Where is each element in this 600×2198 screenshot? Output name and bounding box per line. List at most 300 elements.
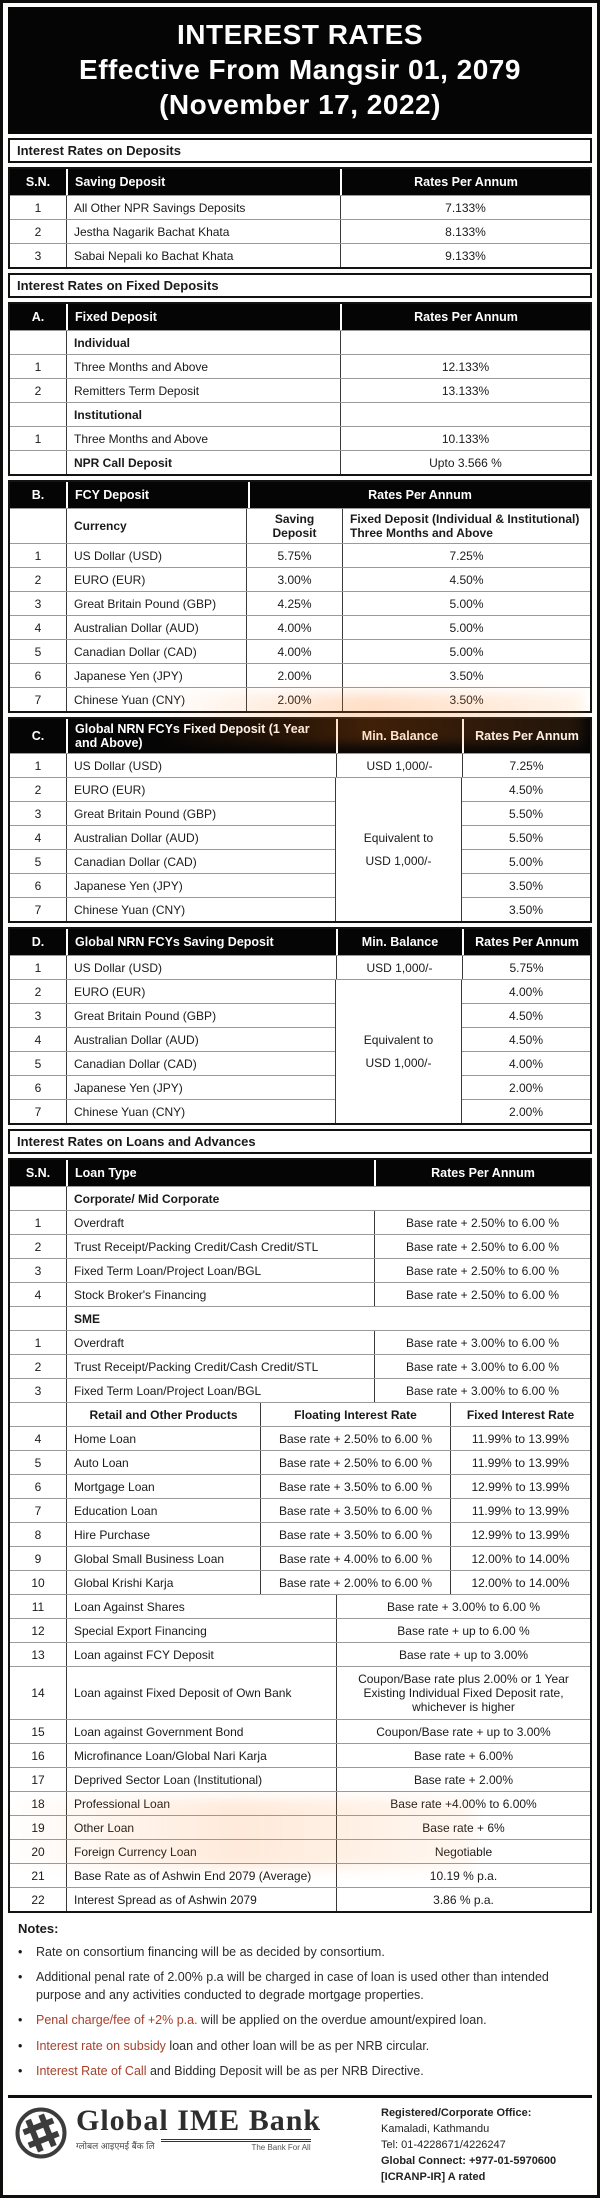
sub-header-row: [10, 508, 590, 543]
rate-cell: 9.133%: [340, 244, 590, 267]
table-row: [10, 1210, 590, 1234]
col-fixed-deposit: Fixed Deposit (Individual & Institutional) Three Months and Above: [342, 509, 590, 543]
name-cell: Chinese Yuan (CNY): [66, 1100, 335, 1123]
col-rate: Rates Per Annum: [340, 169, 590, 195]
effective-date-ad: (November 17, 2022): [159, 89, 441, 120]
col-sn: B.: [31, 488, 45, 502]
name-column: [10, 980, 335, 1123]
saving-rate-cell: 4.25%: [246, 592, 342, 615]
name-cell: Global Krishi Karja: [66, 1571, 260, 1594]
rate-cell: Base rate + 3.00% to 6.00 %: [374, 1355, 590, 1378]
table-row: [10, 219, 590, 243]
col-rate: Rates Per Annum: [248, 482, 590, 508]
table-row: [10, 1546, 590, 1570]
rate-cell: 4.00%: [508, 984, 544, 999]
sn-cell: 16: [31, 1748, 45, 1763]
group-label: Institutional: [66, 403, 340, 426]
fixed-deposit-table-a: [8, 302, 592, 476]
bullet-icon: •: [18, 2063, 23, 2078]
name-cell: Great Britain Pound (GBP): [66, 802, 335, 825]
rate-cell: Upto 3.566 %: [340, 451, 590, 474]
balance-cell: USD 1,000/-: [336, 754, 462, 777]
bank-name-nepali: ग्लोबल आइएमई बैंक लि: [76, 2140, 155, 2151]
col-sn: A.: [31, 310, 45, 324]
name-cell: Sabai Nepali ko Bachat Khata: [66, 244, 340, 267]
page-title: INTEREST RATES: [176, 19, 424, 50]
note-item: [18, 1968, 582, 2004]
name-cell: Trust Receipt/Packing Credit/Cash Credit/STL: [66, 1235, 374, 1258]
note-item: [18, 2037, 582, 2055]
fixed-rate-cell: 5.00%: [342, 592, 590, 615]
bullet-icon: •: [18, 2038, 23, 2053]
table-header: [10, 304, 590, 330]
note-highlight: Interest rate on subsidy: [36, 2038, 166, 2053]
sn-cell: 4: [34, 830, 42, 845]
tagline-wrap: [161, 2139, 321, 2152]
sn-cell: [10, 1403, 66, 1426]
sn-cell: [10, 331, 66, 354]
rate-cell: 13.133%: [340, 379, 590, 402]
table-row: [10, 591, 590, 615]
sn-cell: 4: [34, 1032, 42, 1047]
col-fixed-rate: Fixed Interest Rate: [450, 1403, 590, 1426]
sn-cell: 6: [34, 1080, 42, 1095]
bank-branding: [14, 2103, 322, 2186]
saving-rate-cell: 4.00%: [246, 640, 342, 663]
table-row: [10, 195, 590, 219]
rate-cell: Base rate + 2.50% to 6.00 %: [374, 1235, 590, 1258]
sn-cell: 4: [34, 620, 42, 635]
rate-cell: 12.133%: [340, 355, 590, 378]
rate-cell: 4.50%: [508, 782, 544, 797]
table-row: [10, 426, 590, 450]
name-cell: Deprived Sector Loan (Institutional): [66, 1768, 336, 1791]
sn-cell: 1: [34, 1335, 42, 1350]
saving-deposit-table: [8, 167, 592, 269]
rate-cell: Base rate + 2.50% to 6.00 %: [374, 1211, 590, 1234]
table-row: [10, 1618, 590, 1642]
floating-rate-cell: Base rate + 2.00% to 6.00 %: [260, 1571, 450, 1594]
sn-cell: 12: [31, 1623, 45, 1638]
name-cell: Education Loan: [66, 1499, 260, 1522]
sn-cell: 7: [34, 692, 42, 707]
sn-cell: 4: [34, 1287, 42, 1302]
col-sn: S.N.: [25, 1166, 51, 1180]
sn-cell: 6: [34, 1479, 42, 1494]
name-cell: NPR Call Deposit: [66, 451, 340, 474]
sn-cell: 2: [34, 383, 42, 398]
name-cell: Hire Purchase: [66, 1523, 260, 1546]
table-row: [10, 615, 590, 639]
sn-cell: 3: [34, 806, 42, 821]
sn-cell: 2: [34, 1239, 42, 1254]
rate-cell: Base rate + 3.00% to 6.00 %: [374, 1379, 590, 1402]
note-item: [18, 2062, 582, 2080]
rate-cell: 2.00%: [462, 1099, 590, 1123]
sn-cell: 20: [31, 1844, 45, 1859]
col-saving-deposit: Saving Deposit: [246, 509, 342, 543]
fixed-rate-cell: 5.00%: [342, 616, 590, 639]
note-text: loan and other loan will be as per NRB circular.: [165, 2038, 430, 2053]
notes-title: Notes:: [18, 1921, 59, 1936]
sn-cell: 1: [34, 758, 42, 773]
name-cell: Special Export Financing: [66, 1619, 336, 1642]
floating-rate-cell: Base rate + 3.50% to 6.00 %: [260, 1499, 450, 1522]
table-row: [10, 1450, 590, 1474]
table-row: [10, 687, 590, 711]
notes-section: [8, 1915, 592, 2091]
table-row: [10, 1426, 590, 1450]
office-contact: [381, 2106, 586, 2186]
table-row: [10, 1791, 590, 1815]
name-cell: All Other NPR Savings Deposits: [66, 196, 340, 219]
sn-cell: 1: [34, 548, 42, 563]
balance-cell: USD 1,000/-: [336, 956, 462, 979]
floating-rate-cell: Base rate + 4.00% to 6.00 %: [260, 1547, 450, 1570]
table-header: [10, 929, 590, 955]
name-cell: Trust Receipt/Packing Credit/Cash Credit/STL: [66, 1355, 374, 1378]
sn-cell: 2: [34, 224, 42, 239]
fixed-rate-cell: 12.99% to 13.99%: [450, 1523, 590, 1546]
nrn-fixed-deposit-table-c: [8, 717, 592, 923]
rate-cell: 7.133%: [340, 196, 590, 219]
col-name: Loan Type: [66, 1160, 374, 1186]
fixed-rate-cell: 3.50%: [342, 664, 590, 687]
name-cell: Australian Dollar (AUD): [66, 616, 246, 639]
col-currency: Currency: [66, 509, 246, 543]
balance-line1: Equivalent to: [363, 1032, 434, 1047]
name-cell: Other Loan: [66, 1816, 336, 1839]
table-row: [10, 1863, 590, 1887]
name-cell: Loan against Government Bond: [66, 1720, 336, 1743]
name-cell: US Dollar (USD): [66, 956, 336, 979]
rate-cell: Base rate + up to 6.00 %: [336, 1619, 590, 1642]
table-row: [10, 567, 590, 591]
merged-balance-cell: [335, 778, 461, 921]
balance-line1: Equivalent to: [363, 830, 434, 845]
sn-cell: 7: [34, 902, 42, 917]
rate-cell: 3.50%: [462, 873, 590, 897]
table-row: [10, 1258, 590, 1282]
rate-cell: 5.75%: [462, 956, 590, 979]
bullet-icon: •: [18, 2013, 23, 2028]
sn-cell: [10, 509, 66, 543]
col-name: Global NRN FCYs Saving Deposit: [66, 929, 336, 955]
sn-cell: 6: [34, 668, 42, 683]
rate-cell: Base rate + 2.50% to 6.00 %: [374, 1283, 590, 1306]
note-item: [18, 2011, 582, 2029]
name-cell: Loan against FCY Deposit: [66, 1643, 336, 1666]
col-min-balance: Min. Balance: [336, 719, 462, 753]
sn-cell: 8: [34, 1527, 42, 1542]
sn-cell: 2: [34, 782, 42, 797]
saving-rate-cell: 4.00%: [246, 616, 342, 639]
rate-cell: [340, 331, 590, 354]
table-row: [10, 1767, 590, 1791]
section-deposits: Interest Rates on Deposits: [8, 138, 592, 163]
underline-rule: [161, 2139, 311, 2142]
sn-cell: 7: [34, 1503, 42, 1518]
fixed-rate-cell: 5.00%: [342, 640, 590, 663]
sn-cell: 11: [31, 1599, 45, 1614]
rate-cell: Base rate + up to 3.00%: [336, 1643, 590, 1666]
table-row: [10, 639, 590, 663]
rate-cell: Base rate + 3.00% to 6.00 %: [336, 1595, 590, 1618]
name-cell: EURO (EUR): [66, 568, 246, 591]
rate-cell: Base rate + 3.00% to 6.00 %: [374, 1331, 590, 1354]
name-cell: Microfinance Loan/Global Nari Karja: [66, 1744, 336, 1767]
fixed-rate-cell: 11.99% to 13.99%: [450, 1499, 590, 1522]
rate-cell: [340, 403, 590, 426]
rate-cell: 3.50%: [462, 897, 590, 921]
col-floating-rate: Floating Interest Rate: [260, 1403, 450, 1426]
col-rate: Rates Per Annum: [462, 929, 590, 955]
sn-cell: [10, 451, 66, 474]
col-min-balance: Min. Balance: [336, 929, 462, 955]
rate-cell: 10.19 % p.a.: [336, 1864, 590, 1887]
name-cell: US Dollar (USD): [66, 544, 246, 567]
table-row: [10, 1522, 590, 1546]
sn-cell: 1: [34, 431, 42, 446]
office-label: Registered/Corporate Office:: [381, 2106, 532, 2119]
table-row: [10, 243, 590, 267]
name-cell: Japanese Yen (JPY): [66, 1076, 335, 1099]
note-text: Additional penal rate of 2.00% p.a will be charged in case of loan is used other than intended purpose and any activities conducted to degrade mortgage properties.: [36, 1970, 549, 2003]
note-item: [18, 1943, 582, 1961]
name-cell: Great Britain Pound (GBP): [66, 592, 246, 615]
floating-rate-cell: Base rate + 2.50% to 6.00 %: [260, 1427, 450, 1450]
name-cell: Mortgage Loan: [66, 1475, 260, 1498]
fixed-rate-cell: 12.00% to 14.00%: [450, 1547, 590, 1570]
table-row: [10, 354, 590, 378]
floating-rate-cell: Base rate + 2.50% to 6.00 %: [260, 1451, 450, 1474]
sn-cell: 1: [34, 960, 42, 975]
section-fixed-deposits: Interest Rates on Fixed Deposits: [8, 273, 592, 298]
name-cell: Australian Dollar (AUD): [66, 826, 335, 849]
sn-cell: 22: [31, 1892, 45, 1907]
name-cell: Loan Against Shares: [66, 1595, 336, 1618]
sn-cell: 4: [34, 1431, 42, 1446]
name-cell: Professional Loan: [66, 1792, 336, 1815]
sn-cell: 1: [34, 1215, 42, 1230]
fixed-rate-cell: 12.99% to 13.99%: [450, 1475, 590, 1498]
merged-balance-block: [10, 777, 590, 921]
note-text: and Bidding Deposit will be as per NRB Directive.: [146, 2063, 424, 2078]
rate-cell: Base rate + 2.50% to 6.00 %: [374, 1259, 590, 1282]
sn-cell: 2: [34, 984, 42, 999]
group-label: SME: [66, 1307, 590, 1330]
sn-cell: 21: [31, 1868, 45, 1883]
rate-cell: Coupon/Base rate plus 2.00% or 1 Year Existing Individual Fixed Deposit rate, whichever is higher: [336, 1667, 590, 1719]
rate-cell: Base rate +4.00% to 6.00%: [336, 1792, 590, 1815]
name-cell: Base Rate as of Ashwin End 2079 (Average): [66, 1864, 336, 1887]
col-name: Saving Deposit: [66, 169, 340, 195]
fixed-rate-cell: 12.00% to 14.00%: [450, 1571, 590, 1594]
sn-cell: [10, 1187, 66, 1210]
table-row: [10, 1815, 590, 1839]
effective-date-bs: Effective From Mangsir 01, 2079: [79, 54, 521, 85]
rate-cell: 8.133%: [340, 220, 590, 243]
section-loans: Interest Rates on Loans and Advances: [8, 1129, 592, 1154]
rate-cell: 7.25%: [462, 754, 590, 777]
sn-cell: 19: [31, 1820, 45, 1835]
sn-cell: [10, 403, 66, 426]
sn-cell: 18: [31, 1796, 45, 1811]
name-cell: EURO (EUR): [66, 980, 335, 1003]
name-cell: Foreign Currency Loan: [66, 1840, 336, 1863]
floating-rate-cell: Base rate + 3.50% to 6.00 %: [260, 1475, 450, 1498]
table-row: [10, 1282, 590, 1306]
table-row: [10, 1354, 590, 1378]
title-banner: [8, 7, 592, 134]
name-cell: Canadian Dollar (CAD): [66, 1052, 335, 1075]
name-cell: Global Small Business Loan: [66, 1547, 260, 1570]
sn-cell: 3: [34, 248, 42, 263]
note-text: will be applied on the overdue amount/expired loan.: [197, 2013, 487, 2028]
table-header: [10, 169, 590, 195]
name-cell: Auto Loan: [66, 1451, 260, 1474]
note-highlight: Interest Rate of Call: [36, 2063, 147, 2078]
sn-cell: 5: [34, 1455, 42, 1470]
name-cell: Australian Dollar (AUD): [66, 1028, 335, 1051]
table-header: [10, 719, 590, 753]
col-name: FCY Deposit: [66, 482, 248, 508]
sn-cell: 1: [34, 359, 42, 374]
rate-cell: 5.50%: [462, 825, 590, 849]
balance-line2: USD 1,000/-: [365, 1055, 432, 1070]
col-sn: C.: [31, 729, 45, 743]
saving-rate-cell: 2.00%: [246, 664, 342, 687]
credit-rating: [ICRANP-IR] A rated: [381, 2170, 486, 2183]
table-row: [10, 1474, 590, 1498]
rate-cell: 5.50%: [462, 801, 590, 825]
table-row: [10, 1570, 590, 1594]
rate-cell: Base rate + 6.00%: [336, 1744, 590, 1767]
merged-balance-block: [10, 979, 590, 1123]
name-cell: Chinese Yuan (CNY): [66, 898, 335, 921]
rate-cell: Negotiable: [336, 1840, 590, 1863]
name-cell: Overdraft: [66, 1211, 374, 1234]
name-cell: Interest Spread as of Ashwin 2079: [66, 1888, 336, 1911]
table-header: [10, 1160, 590, 1186]
table-row: [10, 955, 590, 979]
rate-cell: 2.00%: [462, 1075, 590, 1099]
sn-cell: 3: [34, 596, 42, 611]
table-row: [10, 1594, 590, 1618]
table-row: [10, 1330, 590, 1354]
table-row: [10, 1642, 590, 1666]
retail-header-row: [10, 1402, 590, 1426]
fixed-rate-cell: 3.50%: [342, 688, 590, 711]
loans-table: [8, 1158, 592, 1913]
sn-cell: 3: [34, 1263, 42, 1278]
sn-cell: 5: [34, 854, 42, 869]
col-retail: Retail and Other Products: [66, 1403, 260, 1426]
name-cell: Three Months and Above: [66, 427, 340, 450]
rate-column: [461, 980, 590, 1123]
saving-rate-cell: 5.75%: [246, 544, 342, 567]
name-cell: Stock Broker's Financing: [66, 1283, 374, 1306]
table-header: [10, 482, 590, 508]
fixed-rate-cell: 4.50%: [342, 568, 590, 591]
col-rate: Rates Per Annum: [462, 719, 590, 753]
sn-cell: 6: [34, 878, 42, 893]
table-row: [10, 1378, 590, 1402]
table-row: [10, 1666, 590, 1719]
note-text: Rate on consortium financing will be as decided by consortium.: [36, 1945, 385, 1959]
table-row: [10, 1719, 590, 1743]
rate-cell: 3.86 % p.a.: [336, 1888, 590, 1911]
merged-balance-cell: [335, 980, 461, 1123]
rate-cell: 4.50%: [462, 1003, 590, 1027]
name-cell: EURO (EUR): [66, 778, 335, 801]
fcy-deposit-table-b: [8, 480, 592, 713]
nrn-saving-deposit-table-d: [8, 927, 592, 1125]
rate-cell: Base rate + 2.00%: [336, 1768, 590, 1791]
sn-cell: 10: [31, 1575, 45, 1590]
sn-cell: 3: [34, 1008, 42, 1023]
bank-name: Global IME Bank: [76, 2103, 322, 2137]
rate-cell: 10.133%: [340, 427, 590, 450]
table-row: [10, 1234, 590, 1258]
group-row: [10, 1186, 590, 1210]
name-cell: Fixed Term Loan/Project Loan/BGL: [66, 1379, 374, 1402]
col-name: Global NRN FCYs Fixed Deposit (1 Year and Above): [66, 719, 336, 753]
name-cell: Canadian Dollar (CAD): [66, 850, 335, 873]
name-cell: Canadian Dollar (CAD): [66, 640, 246, 663]
table-row: [10, 1498, 590, 1522]
floating-rate-cell: Base rate + 3.50% to 6.00 %: [260, 1523, 450, 1546]
office-tel: Tel: 01-4228671/4226247: [381, 2138, 506, 2151]
table-row: [10, 663, 590, 687]
name-cell: Loan against Fixed Deposit of Own Bank: [66, 1667, 336, 1719]
sn-cell: 9: [34, 1551, 42, 1566]
table-row: [10, 1743, 590, 1767]
rate-cell: 4.50%: [462, 1027, 590, 1051]
col-rate: Rates Per Annum: [340, 304, 590, 330]
sn-cell: 5: [34, 1056, 42, 1071]
table-row: [10, 1887, 590, 1911]
bank-tagline: The Bank For All: [251, 2142, 311, 2152]
name-cell: Japanese Yen (JPY): [66, 874, 335, 897]
group-row: [10, 402, 590, 426]
saving-rate-cell: 3.00%: [246, 568, 342, 591]
group-label: Corporate/ Mid Corporate: [66, 1187, 590, 1210]
sn-cell: [10, 1307, 66, 1330]
name-cell: Great Britain Pound (GBP): [66, 1004, 335, 1027]
sn-cell: 15: [31, 1724, 45, 1739]
col-sn: S.N.: [25, 175, 51, 189]
name-cell: US Dollar (USD): [66, 754, 336, 777]
name-column: [10, 778, 335, 921]
name-cell: Three Months and Above: [66, 355, 340, 378]
col-sn: D.: [31, 935, 45, 949]
rate-cell: 5.00%: [462, 849, 590, 873]
sn-cell: 3: [34, 1383, 42, 1398]
group-row: [10, 330, 590, 354]
name-cell: Fixed Term Loan/Project Loan/BGL: [66, 1259, 374, 1282]
global-connect: Global Connect: +977-01-5970600: [381, 2154, 557, 2167]
sn-cell: 5: [34, 644, 42, 659]
table-row: [10, 1839, 590, 1863]
footer: [8, 2095, 592, 2190]
name-cell: Japanese Yen (JPY): [66, 664, 246, 687]
fixed-rate-cell: 11.99% to 13.99%: [450, 1451, 590, 1474]
table-row: [10, 378, 590, 402]
sn-cell: 2: [34, 1359, 42, 1374]
group-row: [10, 1306, 590, 1330]
name-cell: Home Loan: [66, 1427, 260, 1450]
